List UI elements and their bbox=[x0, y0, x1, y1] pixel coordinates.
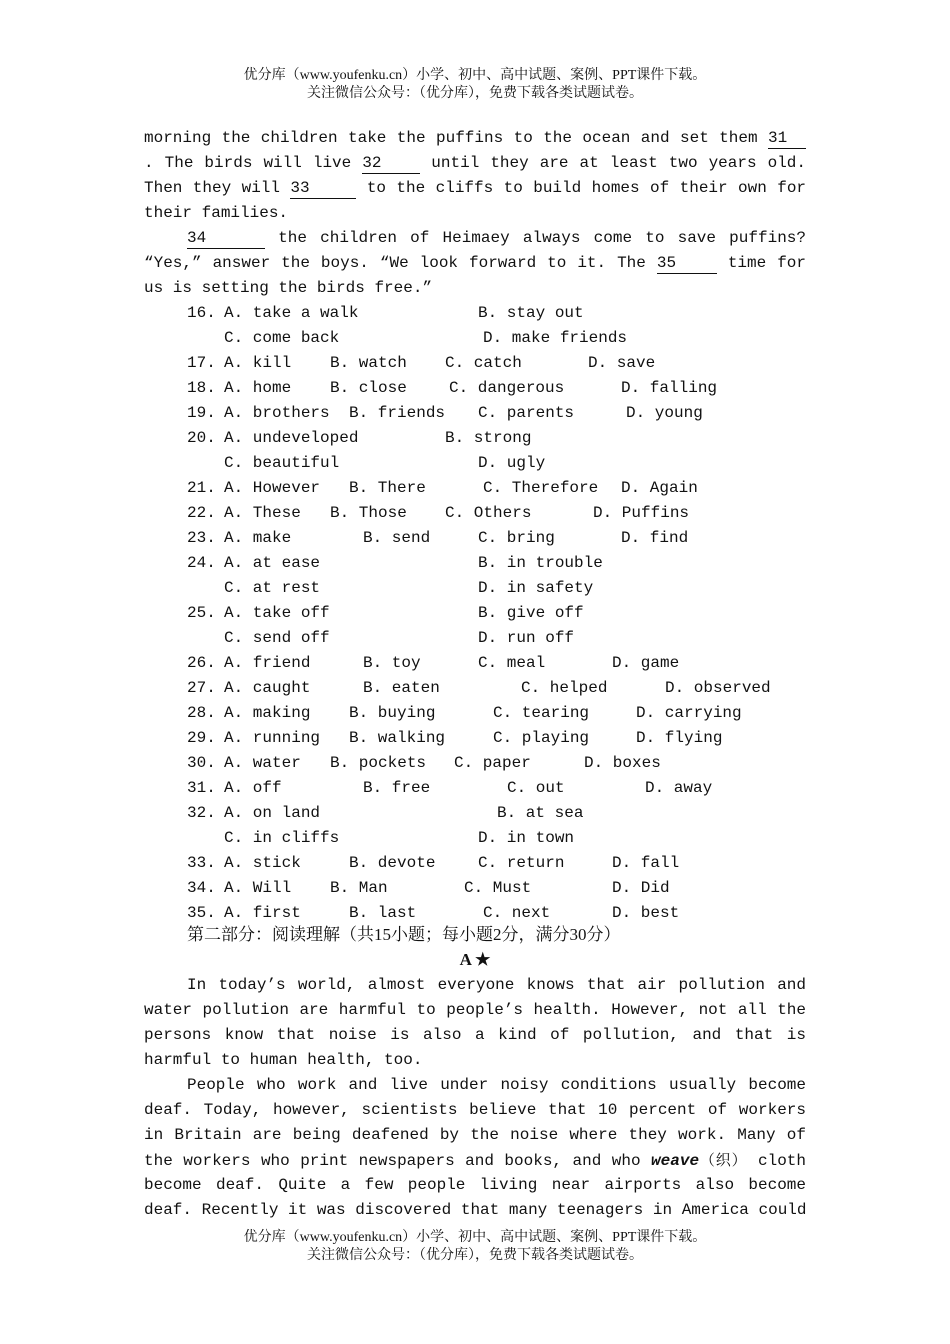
option-a: A. take off bbox=[224, 604, 330, 622]
option-b: B. at sea bbox=[497, 804, 584, 822]
option-a: A. brothers bbox=[224, 404, 330, 422]
question-number: 28. bbox=[187, 704, 216, 722]
option-c: C. Therefore bbox=[483, 479, 599, 497]
question-number: 34. bbox=[187, 879, 216, 897]
passage-line: us is setting the birds free.” bbox=[144, 279, 433, 297]
option-d: D. Puffins bbox=[593, 504, 690, 522]
reading-line: in Britain are being deafened by the noise where they work. Many of bbox=[144, 1126, 806, 1144]
question-number: 24. bbox=[187, 554, 216, 572]
question-number: 19. bbox=[187, 404, 216, 422]
question-number: 20. bbox=[187, 429, 216, 447]
option-c: C. playing bbox=[493, 729, 590, 747]
option-c: C. tearing bbox=[493, 704, 590, 722]
option-c: C. dangerous bbox=[449, 379, 565, 397]
option-b: B. send bbox=[363, 529, 431, 547]
option-b: B. watch bbox=[330, 354, 407, 372]
option-b: B. Man bbox=[330, 879, 388, 897]
option-a: A. water bbox=[224, 754, 301, 772]
option-b: B. stay out bbox=[478, 304, 584, 322]
option-c: C. next bbox=[483, 904, 551, 922]
question-number: 29. bbox=[187, 729, 216, 747]
option-b: B. last bbox=[349, 904, 417, 922]
option-d: D. in town bbox=[478, 829, 575, 847]
option-b: B. walking bbox=[349, 729, 446, 747]
reading-line: persons know that noise is also a kind of pollution, and that is bbox=[144, 1026, 806, 1044]
option-c: C. come back bbox=[224, 329, 340, 347]
option-d: D. game bbox=[612, 654, 680, 672]
passage-line: “Yes,” answer the boys. “We look forward to it. The 35 time for bbox=[144, 254, 806, 272]
option-a: A. on land bbox=[224, 804, 321, 822]
reading-line: People who work and live under noisy conditions usually become bbox=[187, 1076, 806, 1094]
option-a: A. running bbox=[224, 729, 321, 747]
option-b: B. free bbox=[363, 779, 431, 797]
option-d: D. make friends bbox=[483, 329, 628, 347]
page-header bbox=[0, 67, 950, 103]
option-d: D. best bbox=[612, 904, 680, 922]
option-d: D. boxes bbox=[584, 754, 661, 772]
option-c: C. out bbox=[507, 779, 565, 797]
passage-line: their families. bbox=[144, 204, 289, 222]
option-d: D. in safety bbox=[478, 579, 594, 597]
option-d: D. ugly bbox=[478, 454, 546, 472]
header-line-2: 关注微信公众号：（优分库），免费下载各类试题试卷。 bbox=[307, 86, 643, 101]
option-a: A. However bbox=[224, 479, 321, 497]
option-a: A. friend bbox=[224, 654, 311, 672]
reading-line: become deaf. Quite a few people living near airports also become bbox=[144, 1176, 806, 1194]
question-number: 21. bbox=[187, 479, 216, 497]
passage-label: A ★ bbox=[459, 950, 491, 969]
option-a: A. undeveloped bbox=[224, 429, 359, 447]
glossed-word: weave bbox=[651, 1152, 700, 1170]
option-c: C. send off bbox=[224, 629, 330, 647]
option-d: D. find bbox=[621, 529, 689, 547]
option-a: A. at ease bbox=[224, 554, 321, 572]
passage-line: . The birds will live 32 until they are at least two years old. bbox=[144, 154, 806, 172]
reading-line: harmful to human health, too. bbox=[144, 1051, 423, 1069]
option-c: C. meal bbox=[478, 654, 546, 672]
page-footer bbox=[0, 1229, 950, 1265]
option-d: D. carrying bbox=[636, 704, 742, 722]
option-a: A. off bbox=[224, 779, 282, 797]
reading-line: water pollution are harmful to people’s health. However, not all the bbox=[144, 1001, 806, 1019]
option-a: A. caught bbox=[224, 679, 311, 697]
question-number: 27. bbox=[187, 679, 216, 697]
header-line-1: 优分库（www.youfenku.cn）小学、初中、高中试题、案例、PPT课件下载。 bbox=[243, 68, 707, 83]
option-b: B. eaten bbox=[363, 679, 440, 697]
question-number: 16. bbox=[187, 304, 216, 322]
option-a: A. make bbox=[224, 529, 292, 547]
option-d: D. falling bbox=[621, 379, 718, 397]
option-a: A. Will bbox=[224, 879, 292, 897]
question-number: 22. bbox=[187, 504, 216, 522]
footer-line-2: 关注微信公众号：（优分库），免费下载各类试题试卷。 bbox=[307, 1248, 643, 1263]
option-d: D. flying bbox=[636, 729, 723, 747]
reading-line: the workers who print newspapers and books, and who weave（织） cloth bbox=[144, 1151, 806, 1170]
option-c: C. at rest bbox=[224, 579, 321, 597]
option-b: B. devote bbox=[349, 854, 436, 872]
question-number: 31. bbox=[187, 779, 216, 797]
question-number: 30. bbox=[187, 754, 216, 772]
question-number: 32. bbox=[187, 804, 216, 822]
reading-line: deaf. Recently it was discovered that many teenagers in America could bbox=[144, 1201, 807, 1219]
option-b: B. There bbox=[349, 479, 426, 497]
question-number: 26. bbox=[187, 654, 216, 672]
option-a: A. kill bbox=[224, 354, 292, 372]
question-number: 25. bbox=[187, 604, 216, 622]
blank-34: 34 bbox=[187, 228, 265, 249]
option-d: D. save bbox=[588, 354, 656, 372]
option-c: C. in cliffs bbox=[224, 829, 340, 847]
option-c: C. return bbox=[478, 854, 565, 872]
option-b: B. in trouble bbox=[478, 554, 603, 572]
reading-line: In today’s world, almost everyone knows that air pollution and bbox=[187, 976, 806, 994]
option-a: A. making bbox=[224, 704, 311, 722]
option-a: A. first bbox=[224, 904, 301, 922]
option-b: B. buying bbox=[349, 704, 436, 722]
passage-line: 34 the children of Heimaey always come to save puffins? bbox=[187, 229, 806, 247]
gloss: （织） bbox=[699, 1151, 748, 1169]
option-d: D. Again bbox=[621, 479, 698, 497]
question-number: 33. bbox=[187, 854, 216, 872]
option-b: B. pockets bbox=[330, 754, 427, 772]
option-a: A. take a walk bbox=[224, 304, 359, 322]
option-a: A. These bbox=[224, 504, 301, 522]
option-c: C. helped bbox=[521, 679, 608, 697]
option-d: D. fall bbox=[612, 854, 680, 872]
option-c: C. parents bbox=[478, 404, 575, 422]
option-c: C. paper bbox=[454, 754, 531, 772]
option-c: C. beautiful bbox=[224, 454, 340, 472]
option-d: D. young bbox=[626, 404, 703, 422]
option-c: C. Must bbox=[464, 879, 532, 897]
option-b: B. friends bbox=[349, 404, 446, 422]
option-c: C. catch bbox=[445, 354, 522, 372]
option-d: D. run off bbox=[478, 629, 575, 647]
blank-32: 32 bbox=[362, 153, 420, 174]
blank-35: 35 bbox=[657, 253, 717, 274]
question-number: 35. bbox=[187, 904, 216, 922]
option-b: B. give off bbox=[478, 604, 584, 622]
option-b: B. close bbox=[330, 379, 407, 397]
option-c: C. Others bbox=[445, 504, 532, 522]
section-heading: 第二部分：阅读理解（共15小题；每小题2分，满分30分） bbox=[187, 925, 621, 944]
option-a: A. home bbox=[224, 379, 292, 397]
question-number: 17. bbox=[187, 354, 216, 372]
question-number: 23. bbox=[187, 529, 216, 547]
option-d: D. Did bbox=[612, 879, 670, 897]
option-d: D. observed bbox=[665, 679, 771, 697]
option-a: A. stick bbox=[224, 854, 301, 872]
blank-33: 33 bbox=[290, 178, 356, 199]
passage-line: Then they will 33 to the cliffs to build homes of their own for bbox=[144, 179, 807, 197]
option-b: B. strong bbox=[445, 429, 532, 447]
option-c: C. bring bbox=[478, 529, 555, 547]
question-number: 18. bbox=[187, 379, 216, 397]
footer-line-1: 优分库（www.youfenku.cn）小学、初中、高中试题、案例、PPT课件下载。 bbox=[243, 1230, 707, 1245]
option-b: B. toy bbox=[363, 654, 421, 672]
option-d: D. away bbox=[645, 779, 713, 797]
reading-line: deaf. Today, however, scientists believe that 10 percent of workers bbox=[144, 1101, 806, 1119]
passage-line: morning the children take the puffins to the ocean and set them 31 bbox=[144, 126, 806, 151]
blank-31: 31 bbox=[768, 128, 806, 149]
option-b: B. Those bbox=[330, 504, 407, 522]
